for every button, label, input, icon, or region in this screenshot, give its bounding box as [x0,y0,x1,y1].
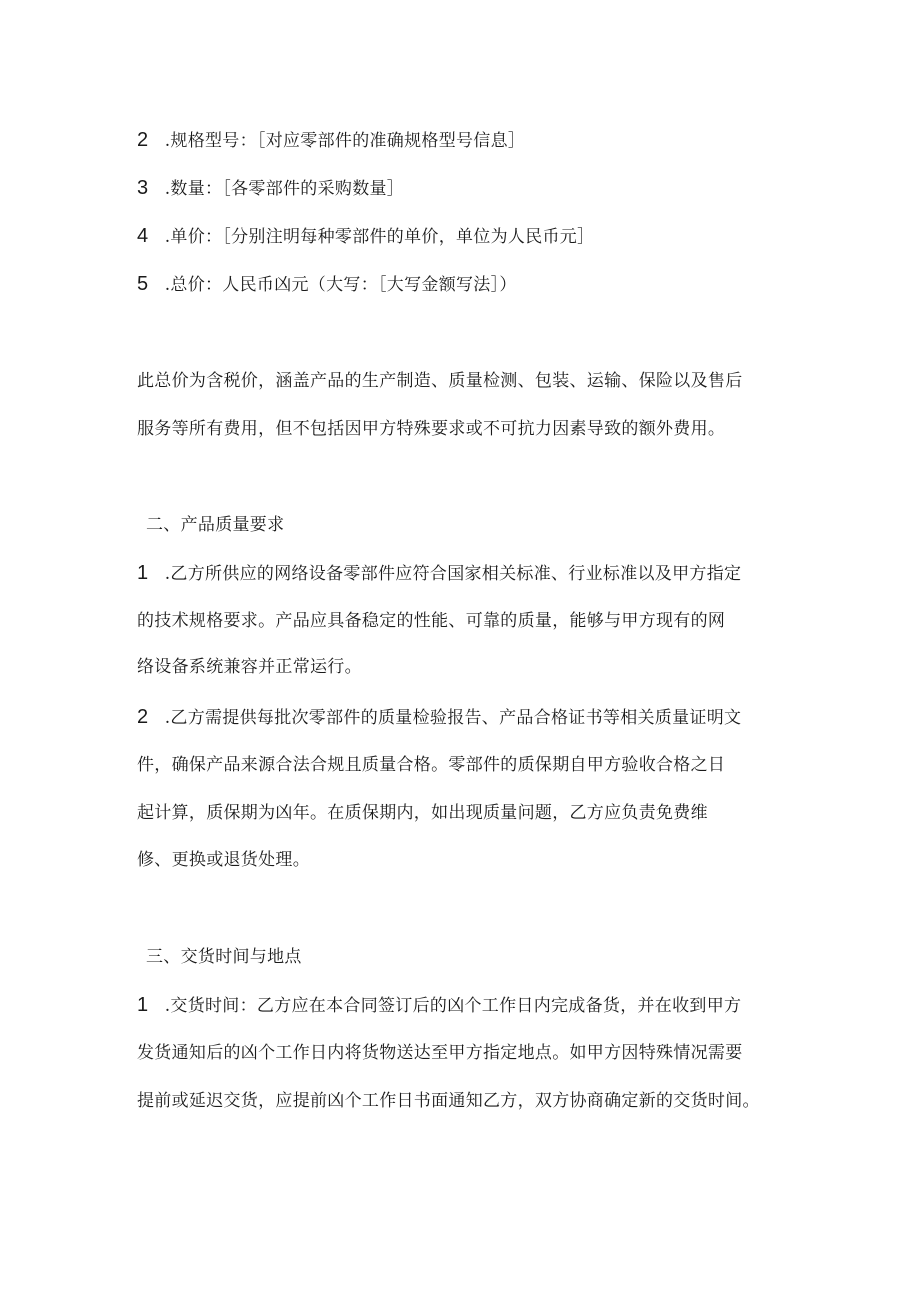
paragraph-line [137,561,741,586]
price-note-line: 此总价为含税价，涵盖产品的生产制造、质量检测、包装、运输、保险以及售后 [137,371,743,391]
price-note-line: 服务等所有费用，但不包括因甲方特殊要求或不可抗力因素导致的额外费用。 [137,419,726,439]
spec-item-total-price [137,272,517,297]
paragraph-line: 件，确保产品来源合法合规且质量合格。零部件的质保期自甲方验收合格之日 [137,755,726,775]
item-text: .数量：［各零部件的采购数量］ [159,179,405,199]
section-heading-delivery: 三、交货时间与地点 [146,947,302,967]
section-heading-quality: 二、产品质量要求 [146,515,285,535]
item-number: 5 [137,273,149,295]
item-text: .乙方需提供每批次零部件的质量检验报告、产品合格证书等相关质量证明文 [159,708,742,728]
paragraph-line: 修、更换或退货处理。 [137,850,310,870]
item-number: 1 [137,994,149,1016]
paragraph-line: 发货通知后的凶个工作日内将货物送达至甲方指定地点。如甲方因特殊情况需要 [137,1043,743,1063]
paragraph-line: 的技术规格要求。产品应具备稳定的性能、可靠的质量，能够与甲方现有的网 [137,611,726,631]
item-number: 2 [137,129,149,151]
item-number: 4 [137,225,149,247]
item-number: 1 [137,562,149,584]
item-text: .乙方所供应的网络设备零部件应符合国家相关标准、行业标准以及甲方指定 [159,564,742,584]
paragraph-line [137,993,741,1018]
paragraph-line [137,705,741,730]
paragraph-line: 起计算，质保期为凶年。在质保期内，如出现质量问题，乙方应负责免费维 [137,803,708,823]
item-number: 2 [137,706,149,728]
spec-item-quantity [137,176,404,201]
item-number: 3 [137,177,149,199]
spec-item-unit-price [137,224,594,249]
spec-item-model [137,128,525,153]
item-text: .总价：人民币凶元（大写：［大写金额写法］） [159,275,517,295]
item-text: .规格型号：［对应零部件的准确规格型号信息］ [159,131,526,151]
item-text: .单价：［分别注明每种零部件的单价，单位为人民币元］ [159,227,595,247]
paragraph-line: 提前或延迟交货，应提前凶个工作日书面通知乙方，双方协商确定新的交货时间。 [137,1091,760,1111]
paragraph-line: 络设备系统兼容并正常运行。 [137,657,362,677]
item-text: .交货时间：乙方应在本合同签订后的凶个工作日内完成备货，并在收到甲方 [159,996,742,1016]
